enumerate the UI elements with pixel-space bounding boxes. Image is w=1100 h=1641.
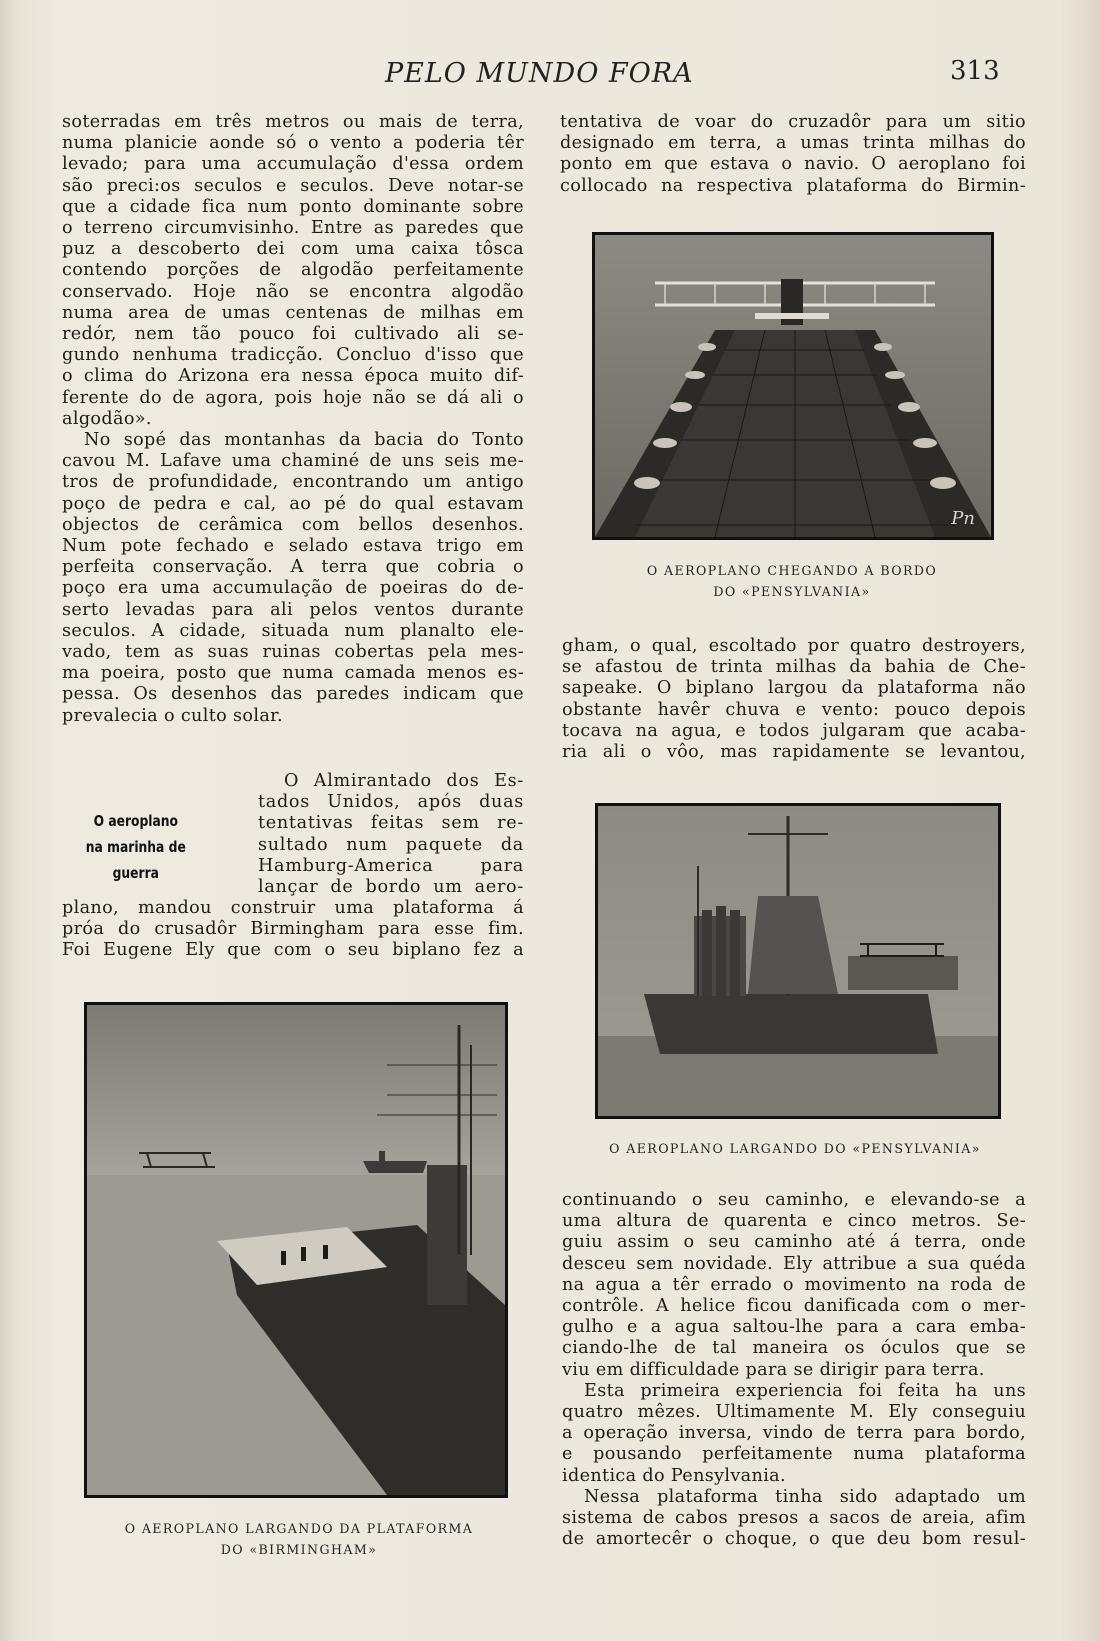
text-line: pessa. Os desenhos das paredes indicam que <box>62 684 524 705</box>
text-line: ma poeira, posto que numa camada menos es- <box>62 663 524 684</box>
text-line: cavou M. Lafave uma chaminé de uns seis me- <box>62 451 524 472</box>
text-line: guiu assim o seu caminho até á terra, onde <box>562 1232 1026 1253</box>
text-line: perfeita conservação. A terra que cobria o <box>62 557 524 578</box>
text-line: que a cidade fica num ponto dominante sobre <box>62 196 524 217</box>
text-line: puz a descoberto dei com uma caixa tôsca <box>62 239 524 260</box>
text-line: tentativa de voar do cruzadôr para um sitio <box>560 112 1026 132</box>
caption-line: O AEROPLANO LARGANDO DO «PENSYLVANIA» <box>609 1141 981 1156</box>
text-line: lançar de bordo um aero- <box>258 877 524 898</box>
text-line: tros de profundidade, encontrando um antigo <box>62 472 524 493</box>
text-line: algodão». <box>62 408 152 429</box>
text-line: contrôle. A helice ficou danificada com o mer- <box>562 1296 1026 1317</box>
text-line: obstante havêr chuva e vento: pouco depois <box>562 699 1026 720</box>
left-paragraph-3-full <box>62 898 524 962</box>
caption-plane-leaving-birmingham <box>84 1518 514 1560</box>
text-line: poço de pedra e cal, ao pé do qual estavam <box>62 493 524 514</box>
caption-plane-arriving <box>592 560 992 602</box>
sidehead-line-2: na marinha de guerra <box>85 838 186 882</box>
photo-cruiser-pensylvania <box>595 803 1001 1119</box>
text-line: serto levadas para ali pelos ventos durante <box>62 599 524 620</box>
birmingham-illustration <box>87 1005 505 1495</box>
photo-plane-on-deck <box>592 232 994 540</box>
text-line: Num pote fechado e selado estava trigo em <box>62 536 524 557</box>
text-line: se afastou de trinta milhas da bahia de Che- <box>562 657 1026 678</box>
text-line: objectos de cerâmica com bellos desenhos. <box>62 514 524 535</box>
text-line: continuando o seu caminho, e elevando-se a <box>562 1190 1026 1210</box>
right-column-top <box>560 112 1026 197</box>
text-line: vado, tem as suas ruinas cobertas pela mes- <box>62 642 524 663</box>
text-line: de amortecêr o choque, o que deu bom resul- <box>562 1529 1026 1550</box>
right-column-bottom <box>562 1190 1026 1550</box>
text-line: Nessa plataforma tinha sido adaptado um <box>584 1486 1026 1507</box>
caption-line: DO «BIRMINGHAM» <box>220 1542 378 1557</box>
artist-signature: Pn <box>951 508 975 529</box>
text-line: O Almirantado dos Es- <box>284 771 524 791</box>
text-line: sapeake. O biplano largou da plataforma não <box>562 678 1026 699</box>
text-line: uma altura de quarenta e cinco metros. Se- <box>562 1211 1026 1232</box>
left-paragraph-3-side <box>258 771 524 898</box>
text-line: na agua a têr errado o movimento na roda de <box>562 1274 1026 1295</box>
text-line: collocado na respectiva plataforma do Birmin- <box>560 175 1026 196</box>
text-line: gham, o qual, escoltado por quatro destroyers, <box>562 636 1026 656</box>
page-header <box>0 52 1100 92</box>
text-line: são preci:os seculos e seculos. Deve notar-se <box>62 175 524 196</box>
text-line: sistema de cabos presos a sacos de areia, afim <box>562 1508 1026 1529</box>
cruiser-photo-illustration <box>598 806 998 1116</box>
left-paragraph-1 <box>62 112 524 430</box>
text-line: conservado. Hoje não se encontra algodão <box>62 281 524 302</box>
left-paragraph-2 <box>62 430 524 727</box>
text-line: Hamburg-America para <box>258 855 524 876</box>
text-line: ponto em que estava o navio. O aeroplano foi <box>560 154 1026 175</box>
text-line: contendo porções de algodão perfeitamente <box>62 260 524 281</box>
text-line: identica do Pensylvania. <box>562 1465 786 1486</box>
text-line: tocava na agua, e todos julgaram que acaba- <box>562 720 1026 741</box>
text-line: o terreno circumvisinho. Entre as paredes que <box>62 218 524 239</box>
right-column-middle <box>562 636 1026 763</box>
text-line: redór, nem tão pouco foi cultivado ali se- <box>62 324 524 345</box>
text-line: viu em difficuldade para se dirigir para terra. <box>562 1359 985 1380</box>
caption-line: O AEROPLANO CHEGANDO A BORDO <box>646 563 938 578</box>
text-line: numa planicie aonde só o vento a poderia têr <box>62 133 524 154</box>
text-line: próa do crusadôr Birmingham para esse fim. <box>62 919 524 940</box>
text-line: sultado num paquete da <box>258 834 524 855</box>
page-number: 313 <box>950 56 1000 86</box>
text-line: prevalecia o culto solar. <box>62 705 283 726</box>
text-line: soterradas em três metros ou mais de terra, <box>62 112 524 132</box>
text-line: poço era uma accumulação de poeiras do de- <box>62 578 524 599</box>
text-line: plano, mandou construir uma plataforma á <box>62 898 524 918</box>
text-line: levado; para uma accumulação d'essa ordem <box>62 154 524 175</box>
photo-birmingham-platform <box>84 1002 508 1498</box>
caption-plane-leaving-pensylvania <box>590 1138 1000 1159</box>
text-line: numa area de umas centenas de milhas em <box>62 302 524 323</box>
text-line: quatro mêzes. Ultimamente M. Ely conseguiu <box>562 1402 1026 1423</box>
text-line: seculos. A cidade, situada num planalto ele- <box>62 620 524 641</box>
text-line: e pousando perfeitamente numa plataforma <box>562 1444 1026 1465</box>
text-line: gundo nenhuma tradicção. Concluo d'isso que <box>62 345 524 366</box>
deck-photo-illustration <box>595 235 991 537</box>
text-line: ciando-lhe de tal maneira os óculos que se <box>562 1338 1026 1359</box>
text-line: ferente do de agora, pois hoje não se dá ali o <box>62 387 524 408</box>
left-column <box>62 112 524 727</box>
text-line: tados Unidos, após duas <box>258 792 524 813</box>
running-title: PELO MUNDO FORA <box>385 58 694 89</box>
text-line: No sopé das montanhas da bacia do Tonto <box>84 430 524 451</box>
sidehead-line-1: O aeroplano <box>93 812 179 830</box>
text-line: o clima do Arizona era nessa época muito dif- <box>62 366 524 387</box>
caption-line: DO «PENSYLVANIA» <box>713 584 871 599</box>
text-line: Esta primeira experiencia foi feita ha uns <box>584 1380 1026 1401</box>
caption-line: O AEROPLANO LARGANDO DA PLATAFORMA <box>124 1521 474 1536</box>
text-line: desceu sem novidade. Ely attribue a sua quéda <box>562 1253 1026 1274</box>
text-line: ria ali o vôo, mas rapidamente se levantou, <box>562 742 1026 763</box>
text-line: Foi Eugene Ely que com o seu biplano fez a <box>62 940 524 961</box>
text-line: a operação inversa, vindo de terra para bordo, <box>562 1423 1026 1444</box>
text-line: tentativas feitas sem re- <box>258 813 524 834</box>
text-line: designado em terra, a umas trinta milhas do <box>560 133 1026 154</box>
section-sidehead <box>62 808 210 886</box>
text-line: gulho e a agua saltou-lhe para a cara emba- <box>562 1317 1026 1338</box>
